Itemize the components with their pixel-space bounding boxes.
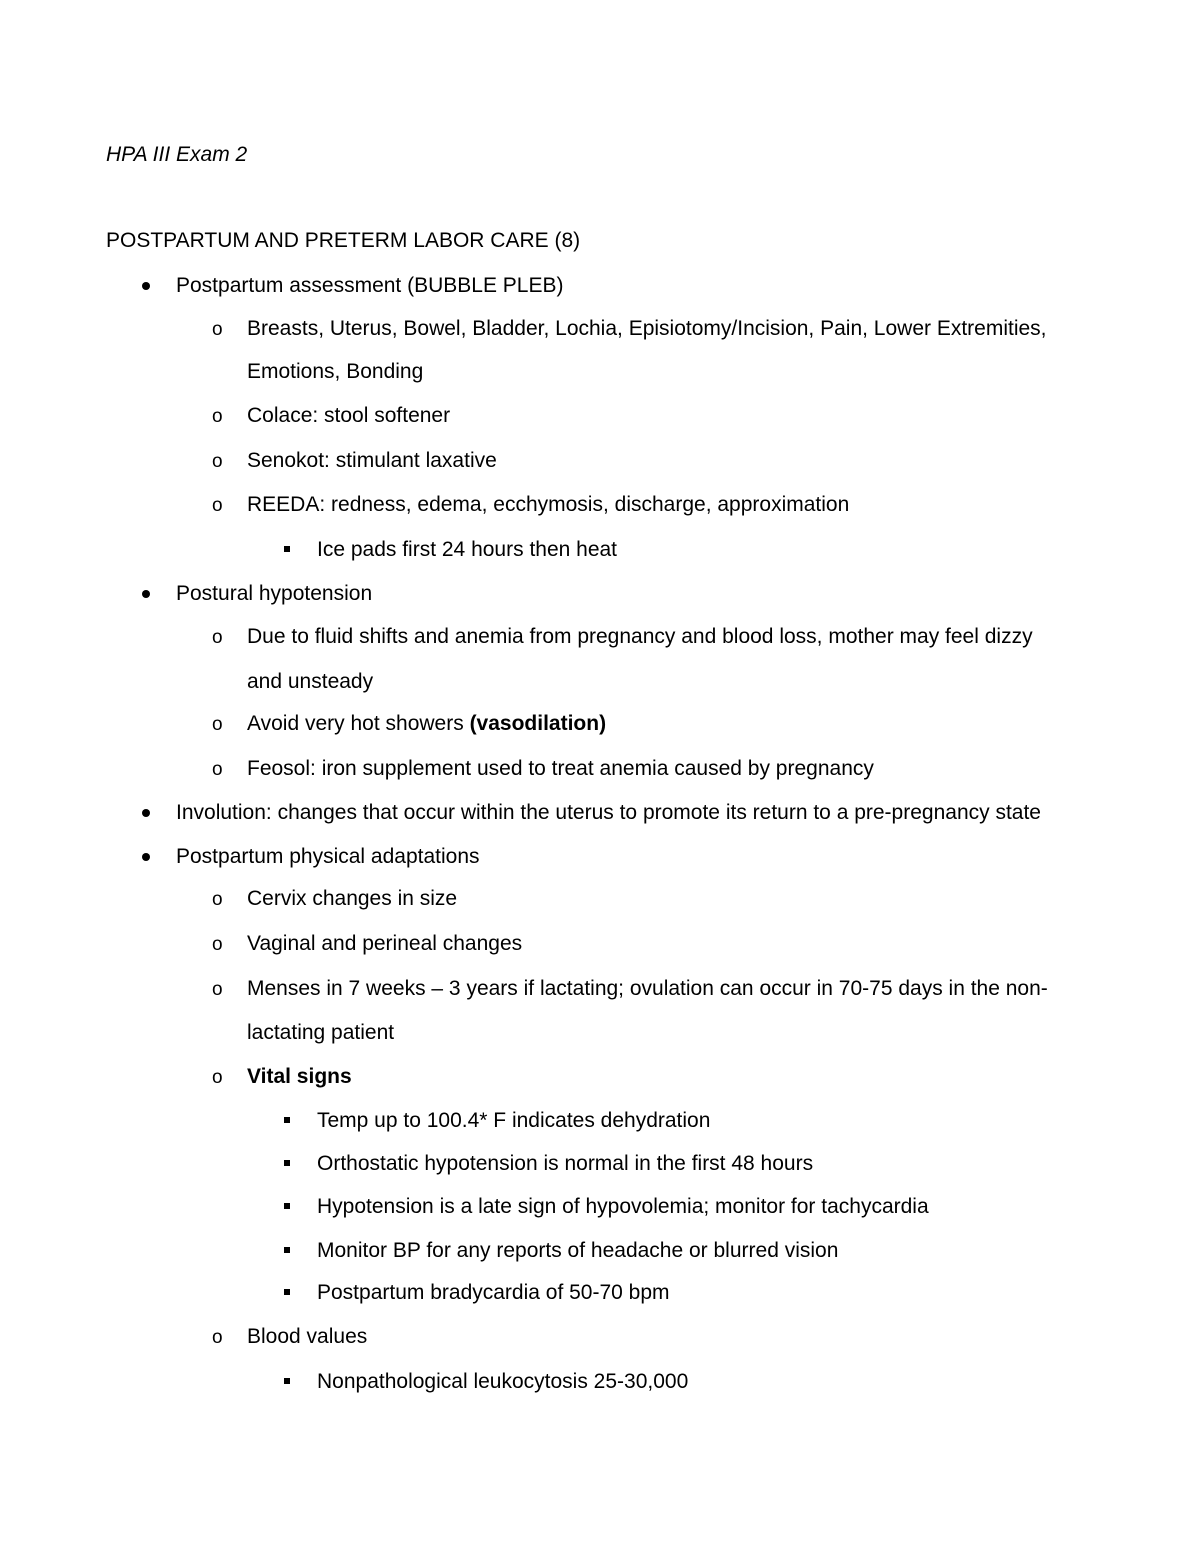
list-item-continuation: and unsteady xyxy=(247,670,374,693)
square-bullet-icon xyxy=(284,1160,290,1166)
list-item: Feosol: iron supplement used to treat anemia caused by pregnancy xyxy=(247,757,874,780)
list-item-continuation: lactating patient xyxy=(247,1021,395,1044)
bullet-icon xyxy=(142,809,150,817)
list-item: Due to fluid shifts and anemia from pregnancy and blood loss, mother may feel dizzy xyxy=(247,625,1033,648)
list-item: Orthostatic hypotension is normal in the first 48 hours xyxy=(317,1152,814,1175)
list-item xyxy=(247,711,606,737)
section-heading: POSTPARTUM AND PRETERM LABOR CARE (8) xyxy=(106,229,581,252)
square-bullet-icon xyxy=(284,1289,290,1295)
circle-bullet-icon: o xyxy=(212,934,223,955)
list-item-text: Avoid very hot showers xyxy=(247,712,470,735)
circle-bullet-icon: o xyxy=(212,495,223,516)
list-item: Menses in 7 weeks – 3 years if lactating; ovulation can occur in 70-75 days in the non- xyxy=(247,977,1048,1000)
circle-bullet-icon: o xyxy=(212,406,223,427)
circle-bullet-icon: o xyxy=(212,627,223,648)
circle-bullet-icon: o xyxy=(212,759,223,780)
bullet-icon xyxy=(142,590,150,598)
list-item: Temp up to 100.4* F indicates dehydration xyxy=(317,1109,711,1132)
list-item-bold-text: (vasodilation) xyxy=(469,712,607,735)
square-bullet-icon xyxy=(284,1203,290,1209)
list-item: Hypotension is a late sign of hypovolemia; monitor for tachycardia xyxy=(317,1195,929,1218)
circle-bullet-icon: o xyxy=(212,1067,223,1088)
list-item: Postpartum physical adaptations xyxy=(176,845,480,868)
list-item: Monitor BP for any reports of headache or blurred vision xyxy=(317,1239,839,1262)
circle-bullet-icon: o xyxy=(212,451,223,472)
circle-bullet-icon: o xyxy=(212,979,223,1000)
square-bullet-icon xyxy=(284,546,290,552)
list-item: Involution: changes that occur within the uterus to promote its return to a pre-pregnancy state xyxy=(176,801,1041,824)
list-item: Breasts, Uterus, Bowel, Bladder, Lochia, Episiotomy/Incision, Pain, Lower Extremities, xyxy=(247,317,1047,340)
bullet-icon xyxy=(142,282,150,290)
document-title: HPA III Exam 2 xyxy=(106,143,248,166)
circle-bullet-icon: o xyxy=(212,889,223,910)
list-item: Postural hypotension xyxy=(176,582,373,605)
square-bullet-icon xyxy=(284,1117,290,1123)
list-item: Blood values xyxy=(247,1325,368,1348)
list-item: Vital signs xyxy=(247,1065,352,1088)
square-bullet-icon xyxy=(284,1247,290,1253)
list-item: Postpartum bradycardia of 50-70 bpm xyxy=(317,1281,670,1304)
circle-bullet-icon: o xyxy=(212,319,223,340)
bullet-icon xyxy=(142,853,150,861)
list-item: Cervix changes in size xyxy=(247,887,458,910)
circle-bullet-icon: o xyxy=(212,1327,223,1348)
list-item: Colace: stool softener xyxy=(247,404,451,427)
list-item: Vaginal and perineal changes xyxy=(247,932,523,955)
square-bullet-icon xyxy=(284,1378,290,1384)
list-item: Nonpathological leukocytosis 25-30,000 xyxy=(317,1370,689,1393)
list-item: Ice pads first 24 hours then heat xyxy=(317,538,618,561)
list-item: Senokot: stimulant laxative xyxy=(247,449,497,472)
list-item: Postpartum assessment (BUBBLE PLEB) xyxy=(176,274,564,297)
circle-bullet-icon: o xyxy=(212,714,223,735)
list-item: REEDA: redness, edema, ecchymosis, discharge, approximation xyxy=(247,493,850,516)
list-item-continuation: Emotions, Bonding xyxy=(247,360,424,383)
